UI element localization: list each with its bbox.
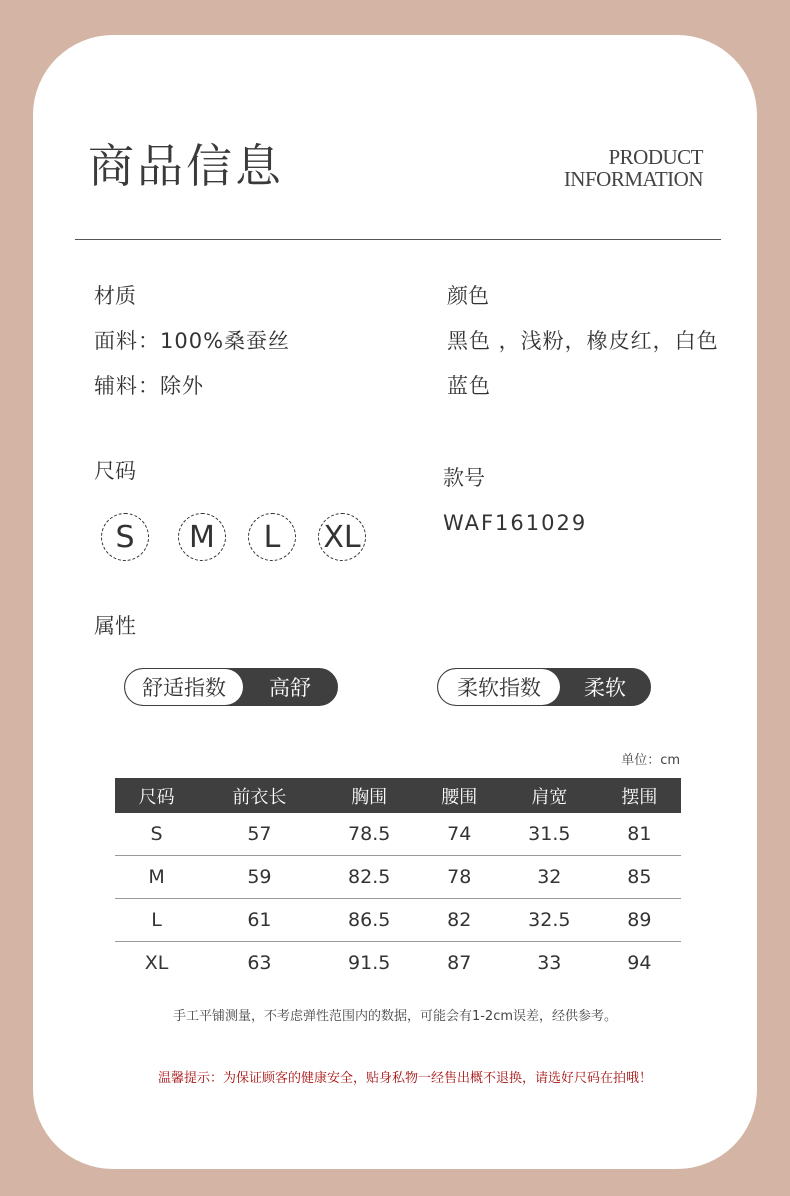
color-values-line2: 蓝色: [447, 374, 491, 398]
material-accessory: 辅料：除外: [94, 374, 204, 398]
table-cell: 87: [447, 952, 472, 974]
table-header-cell: 胸围: [321, 778, 418, 813]
table-cell: L: [115, 899, 198, 942]
color-values-line1: 黑色 ，浅粉，橡皮红，白色: [447, 329, 719, 353]
info-card: [33, 35, 757, 1169]
comfort-index-value: 高舒: [269, 676, 311, 700]
table-header-cell: 摆围: [598, 778, 681, 813]
material-label: 材质: [94, 284, 136, 308]
table-cell: 32: [501, 856, 598, 899]
page-title: 商品信息: [88, 139, 284, 193]
comfort-index-pill: [124, 668, 338, 706]
color-label: 颜色: [447, 284, 489, 308]
softness-index-value: 柔软: [584, 676, 626, 700]
table-row: [115, 856, 681, 899]
table-row: [115, 813, 681, 856]
header-divider: [75, 239, 721, 240]
table-cell: 82.5: [321, 856, 418, 899]
table-cell: M: [115, 856, 198, 899]
size-table: [115, 778, 681, 984]
table-cell: 31.5: [501, 813, 598, 856]
table-cell: 94: [627, 952, 652, 974]
comfort-index-label: 舒适指数: [125, 669, 243, 705]
softness-index-label: 柔软指数: [438, 669, 560, 705]
table-cell: 82: [418, 899, 501, 942]
table-row: [115, 899, 681, 942]
attributes-label: 属性: [94, 614, 136, 638]
table-cell: 32.5: [501, 899, 598, 942]
unit-label: 单位：cm: [621, 753, 680, 768]
size-option-s: S: [101, 513, 149, 561]
style-number-label: 款号: [443, 466, 485, 490]
table-cell: 33: [537, 952, 562, 974]
table-cell: 61: [198, 899, 321, 942]
page-title-en: [564, 146, 703, 190]
table-cell: 59: [198, 856, 321, 899]
size-option-l: L: [248, 513, 296, 561]
table-header-row: [115, 778, 681, 813]
table-cell: 86.5: [321, 899, 418, 942]
table-cell: 57: [198, 813, 321, 856]
table-cell: 78.5: [321, 813, 418, 856]
style-number-value: WAF161029: [443, 511, 588, 535]
table-header-cell: 腰围: [418, 778, 501, 813]
table-cell: 91.5: [348, 952, 391, 974]
table-header-cell: 肩宽: [501, 778, 598, 813]
size-option-m: M: [178, 513, 226, 561]
warning-note: 温馨提示：为保证顾客的健康安全，贴身私物一经售出概不退换，请选好尺码在拍哦！: [157, 1071, 652, 1086]
title-en-line2: INFORMATION: [563, 167, 703, 191]
table-cell: 81: [598, 813, 681, 856]
table-cell: 63: [247, 952, 272, 974]
measurement-note: 手工平铺测量，不考虑弹性范围内的数据，可能会有1-2cm误差，经供参考。: [172, 1009, 618, 1024]
table-header-cell: 前衣长: [198, 778, 321, 813]
table-header-cell: 尺码: [115, 778, 198, 813]
size-label: 尺码: [94, 459, 136, 483]
material-fabric: 面料：100%桑蚕丝: [94, 329, 291, 353]
size-option-xl: XL: [318, 513, 366, 561]
table-cell: 89: [598, 899, 681, 942]
table-cell: S: [115, 813, 198, 856]
title-en-line1: PRODUCT: [608, 145, 703, 169]
table-row: [115, 942, 681, 985]
table-cell: XL: [144, 952, 169, 974]
softness-index-pill: [437, 668, 651, 706]
table-cell: 78: [418, 856, 501, 899]
table-cell: 74: [418, 813, 501, 856]
table-cell: 85: [598, 856, 681, 899]
